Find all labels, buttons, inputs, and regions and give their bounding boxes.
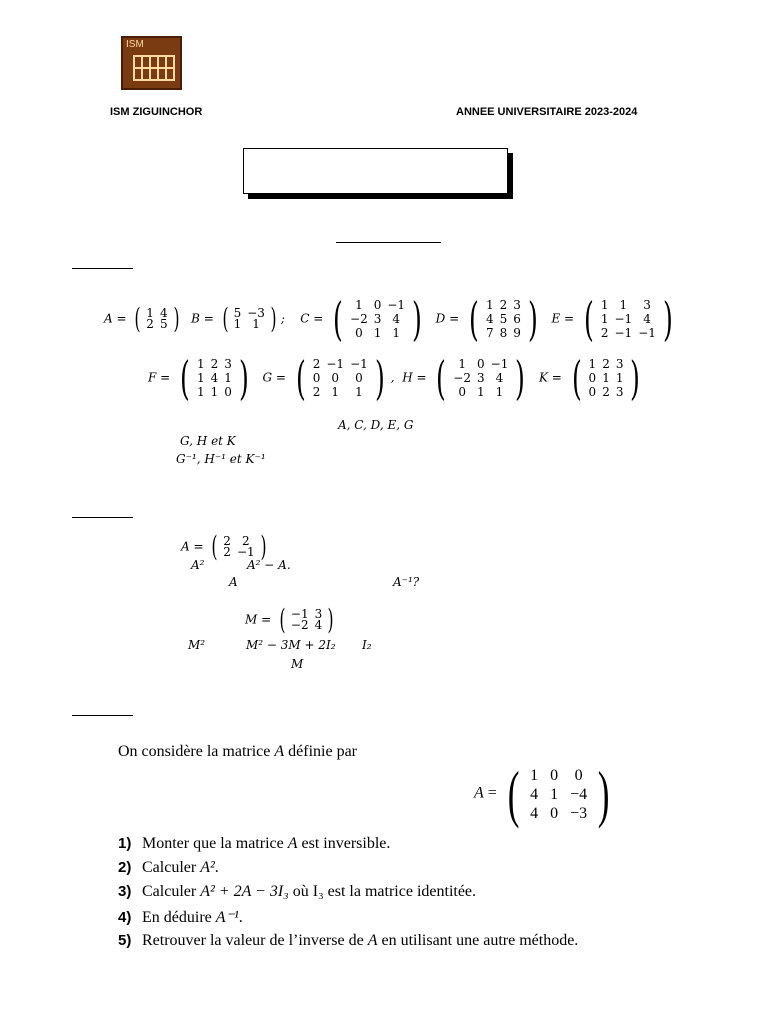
matrices-row-1: A = ( 1 4 2 5 ) B = ( 5 −3 1 1 ) ; C = ( 1 0 −1 −2 3 4 0 1 1 ) D = ( 1 2 3 4 5 6 7 8 9 ) E = ( 1 1 3 1 −1 4 2 −1 −1 )	[104, 296, 679, 342]
exercise1-rule	[72, 268, 133, 269]
ex2-matrix-m: ( −1 3 −2 4 )	[279, 603, 334, 636]
question-4: 4) En déduire A⁻¹.	[118, 909, 243, 926]
matrix-d: ( 1 2 3 4 5 6 7 8 9 )	[469, 292, 538, 346]
ex3-matrix: ( 1 0 0 4 1 −4 4 0 −3 )	[507, 758, 610, 829]
ex2-m-squared: M²	[188, 638, 206, 652]
question-2: 2) Calculer A².	[118, 859, 219, 876]
matrix-d-label: D	[435, 311, 446, 326]
ex1-line-1: A, C, D, E, G	[338, 418, 414, 432]
matrix-e-label: E	[551, 311, 561, 326]
ex2-matrix-m-line: M = ( −1 3 −2 4 )	[245, 606, 338, 634]
academic-year: ANNEE UNIVERSITAIRE 2023-2024	[456, 106, 638, 118]
ex3-intro: On considère la matrice A définie par	[118, 743, 358, 760]
question-5: 5) Retrouver la valeur de l’inverse de A en utilisant une autre méthode.	[118, 932, 579, 949]
ex2-a-squared: A²	[191, 558, 205, 572]
ex2-m-expression: M² − 3M + 2I₂	[246, 638, 336, 652]
ex2-matrix-a: ( 2 2 2 −1 )	[211, 530, 267, 563]
ex2-a-expression: A² − A.	[247, 558, 291, 572]
title-underline	[336, 242, 441, 243]
title-box	[243, 148, 508, 194]
ex2-i2: I₂	[362, 638, 372, 652]
matrix-k-label: K	[538, 370, 548, 385]
matrix-a-label: A	[104, 311, 113, 326]
matrix-a: ( 1 4 2 5 )	[134, 302, 180, 335]
ex2-m-label: M	[291, 657, 304, 671]
ex1-line-2: G, H et K	[180, 434, 236, 448]
institution-name: ISM ZIGUINCHOR	[110, 106, 203, 118]
matrix-f-label: F	[148, 370, 157, 385]
ism-logo	[121, 36, 182, 90]
ex1-line-3: G⁻¹, H⁻¹ et K⁻¹	[176, 452, 266, 466]
question-3: 3) Calculer A² + 2A − 3I₃ où I₃ est la matrice identitée.	[118, 883, 477, 900]
matrix-g: ( 2 −1 −1 0 0 0 2 1 1 )	[295, 351, 385, 405]
matrix-h: ( 1 0 −1 −2 3 4 0 1 1 )	[436, 351, 526, 405]
logo-text: ISM	[126, 39, 144, 50]
ex2-a-label: A	[229, 575, 238, 589]
ex2-matrix-a-line: A = ( 2 2 2 −1 )	[181, 533, 271, 561]
logo-building-icon	[133, 55, 175, 81]
matrix-b-label: B	[191, 311, 200, 326]
exercise3-rule	[72, 715, 133, 716]
matrix-k: ( 1 2 3 0 1 1 0 2 3 )	[571, 351, 641, 405]
matrix-h-label: H	[402, 370, 413, 385]
matrices-row-2: F = ( 1 2 3 1 4 1 1 1 0 ) G = ( 2 −1 −1 0 0 0 2 1 1 ) , H = ( 1 0 −1 −2 3 4 0 1 1 ) K = ( 1 2 3 0 1 1 0 2 3 )	[148, 355, 646, 401]
matrix-e: ( 1 1 3 1 −1 4 2 −1 −1 )	[583, 292, 673, 346]
exercise2-rule	[72, 517, 133, 518]
matrix-g-label: G	[262, 370, 273, 385]
ex3-matrix-line: A = ( 1 0 0 4 1 −4 4 0 −3 )	[474, 762, 616, 826]
matrix-f: ( 1 2 3 1 4 1 1 1 0 )	[180, 351, 249, 405]
question-1: 1) Monter que la matrice A est inversible.	[118, 835, 391, 852]
matrix-c: ( 1 0 −1 −2 3 4 0 1 1 )	[333, 292, 422, 346]
ex2-a-inverse: A⁻¹?	[393, 575, 420, 589]
matrix-c-label: C	[300, 311, 310, 326]
matrix-b: ( 5 −3 1 1 )	[222, 302, 277, 335]
